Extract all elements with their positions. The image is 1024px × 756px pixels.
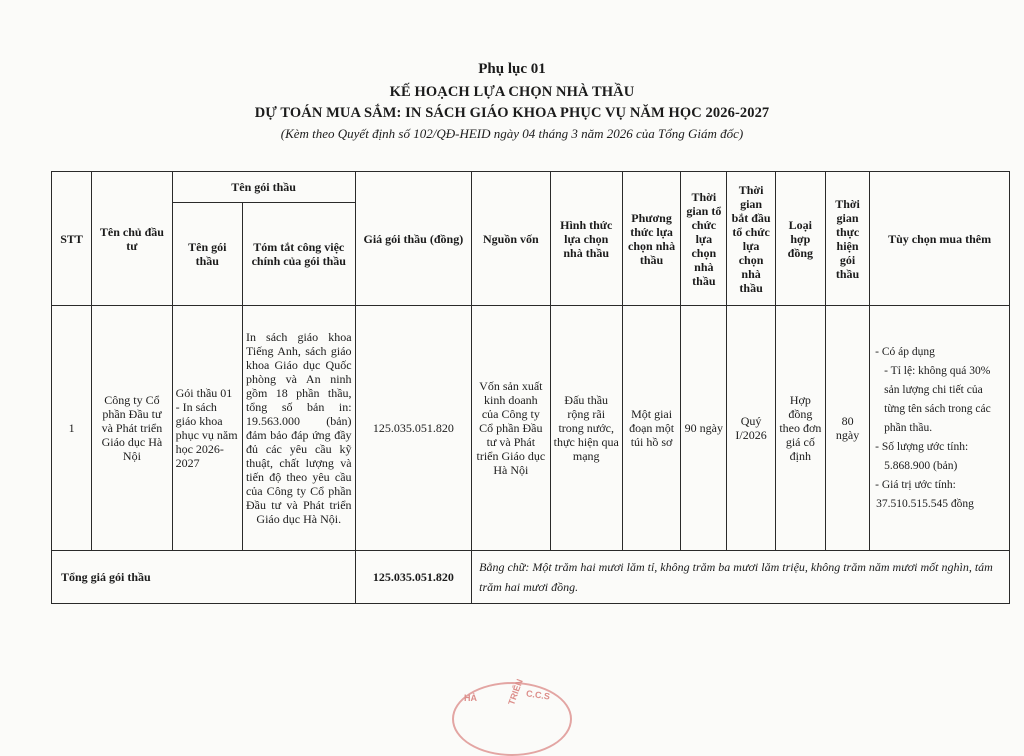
total-in-words: Bằng chữ: Một trăm hai mươi lăm tỉ, không trăm ba mươi lăm triệu, không trăm năm mươi mốt nghìn, tám trăm hai mươi đồng. xyxy=(472,551,1010,604)
option-line: 37.510.515.545 đồng xyxy=(876,497,974,510)
cell-stt: 1 xyxy=(52,306,92,551)
header-price: Giá gói thầu (đồng) xyxy=(355,172,472,306)
cell-form: Đấu thầu rộng rãi trong nước, thực hiện qua mạng xyxy=(550,306,622,551)
header-contract-type: Loại hợp đồng xyxy=(775,172,825,306)
header-summary: Tóm tắt công việc chính của gói thầu xyxy=(242,203,355,306)
header-stt: STT xyxy=(52,172,92,306)
seal-text: HÀ xyxy=(464,693,477,703)
header-time-select: Thời gian tổ chức lựa chọn nhà thầu xyxy=(681,172,727,306)
option-line: - Giá trị ước tính: xyxy=(875,478,956,491)
header-form: Hình thức lựa chọn nhà thầu xyxy=(550,172,622,306)
header-package-name: Tên gói thầu xyxy=(172,203,242,306)
cell-contract-type: Hợp đồng theo đơn giá cố định xyxy=(775,306,825,551)
document-title: KẾ HOẠCH LỰA CHỌN NHÀ THẦU xyxy=(389,84,635,100)
cell-options xyxy=(870,306,1010,551)
header-start-time: Thời gian bắt đầu tổ chức lựa chọn nhà thầu xyxy=(727,172,775,306)
cell-price: 125.035.051.820 xyxy=(355,306,472,551)
cell-source: Vốn sản xuất kinh doanh của Công ty Cổ phần Đầu tư và Phát triển Giáo dục Hà Nội xyxy=(472,306,550,551)
cell-duration: 80 ngày xyxy=(825,306,869,551)
attachment-note: (Kèm theo Quyết định số 102/QĐ-HEID ngày 04 tháng 3 năm 2026 của Tổng Giám đốc) xyxy=(280,126,744,141)
option-line: 5.868.900 (bản) xyxy=(884,459,958,472)
company-seal xyxy=(452,677,572,756)
cell-start-time: Quý I/2026 xyxy=(727,306,775,551)
contractor-plan-table xyxy=(51,171,1010,604)
cell-time-select: 90 ngày xyxy=(681,306,727,551)
cell-method: Một giai đoạn một túi hồ sơ xyxy=(622,306,680,551)
total-label: Tổng giá gói thầu xyxy=(52,551,356,604)
option-line: - Số lượng ước tính: xyxy=(875,440,969,453)
header-method: Phương thức lựa chọn nhà thầu xyxy=(622,172,680,306)
option-line: sản lượng chi tiết của xyxy=(884,383,983,396)
option-line: từng tên sách trong các xyxy=(884,402,991,415)
total-value: 125.035.051.820 xyxy=(355,551,472,604)
option-line: - Tỉ lệ: không quá 30% xyxy=(884,364,991,377)
document-subtitle: DỰ TOÁN MUA SẮM: IN SÁCH GIÁO KHOA PHỤC VỤ NĂM HỌC 2026-2027 xyxy=(254,105,770,121)
seal-text: TRIỂN xyxy=(506,677,525,707)
cell-summary: In sách giáo khoa Tiếng Anh, sách giáo khoa Giáo dục Quốc phòng và An ninh gồm 18 phần thầu, tổng số bản in: 19.563.000 (bản) đảm bảo đáp ứng đầy đủ các yêu cầu kỹ thuật, chất lượng và tiến độ theo yêu cầu của Công ty Cổ phần Đầu tư và Phát triển Giáo dục Hà Nội. xyxy=(242,306,355,551)
header-source: Nguồn vốn xyxy=(472,172,550,306)
cell-investor: Công ty Cổ phần Đầu tư và Phát triển Giáo dục Hà Nội xyxy=(92,306,172,551)
header-options: Tùy chọn mua thêm xyxy=(870,172,1010,306)
header-duration: Thời gian thực hiện gói thầu xyxy=(825,172,869,306)
cell-package-name: Gói thầu 01 - In sách giáo khoa phục vụ năm học 2026-2027 xyxy=(172,306,242,551)
header-package-group: Tên gói thầu xyxy=(172,172,355,203)
appendix-label: Phụ lục 01 xyxy=(478,61,546,77)
option-line: phần thầu. xyxy=(884,421,933,434)
header-investor: Tên chủ đầu tư xyxy=(92,172,172,306)
option-line: - Có áp dụng xyxy=(875,345,935,358)
seal-text: C.C.S xyxy=(525,688,551,702)
